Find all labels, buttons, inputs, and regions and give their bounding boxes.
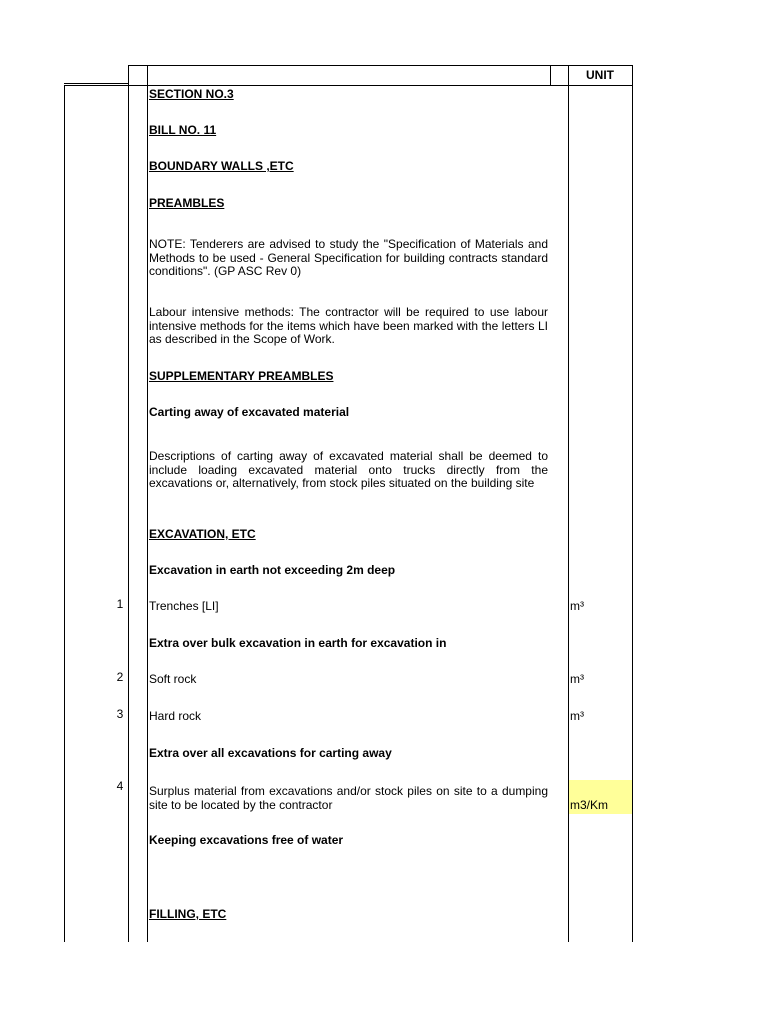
left-margin-line-short <box>64 83 128 84</box>
item-number: 4 <box>116 779 124 793</box>
item-description: Surplus material from excavations and/or stock piles on site to a dumping site to be located by the contractor <box>149 784 548 812</box>
item-number: 3 <box>116 707 124 721</box>
labour-paragraph: Labour intensive methods: The contractor will be required to use labour intensive methods for the items which have been marked with the letters LI as described in the Scope of Work. <box>149 305 548 346</box>
header-divider <box>550 65 551 85</box>
item-unit: m³ <box>570 672 584 686</box>
extra-all-subheading: Extra over all excavations for carting away <box>149 746 392 760</box>
keeping-water-subheading: Keeping excavations free of water <box>149 833 344 847</box>
item-number: 2 <box>116 670 124 684</box>
unit-column-header: UNIT <box>586 68 614 82</box>
note-paragraph: NOTE: Tenderers are advised to study the "Specification of Materials and Methods to be used - General Specification for building contracts standard conditions". (GP ASC Rev 0) <box>149 237 548 278</box>
excavation-earth-subheading: Excavation in earth not exceeding 2m deep <box>149 563 396 577</box>
preambles-heading: PREAMBLES <box>149 196 225 210</box>
bill-heading: BILL NO. 11 <box>149 123 217 137</box>
item-description: Hard rock <box>149 709 202 723</box>
number-column-border <box>128 65 129 942</box>
item-unit: m3/Km <box>570 798 609 812</box>
item-unit: m³ <box>570 709 584 723</box>
description-left-border <box>147 65 148 942</box>
left-outer-border <box>64 85 65 942</box>
excavation-heading: EXCAVATION, ETC <box>149 527 256 541</box>
title-heading: BOUNDARY WALLS ,ETC <box>149 159 294 173</box>
item-description: Trenches [LI] <box>149 599 219 613</box>
item-unit: m³ <box>570 599 584 613</box>
filling-heading: FILLING, ETC <box>149 907 227 921</box>
carting-subheading: Carting away of excavated material <box>149 405 350 419</box>
unit-column-right-border <box>632 65 633 942</box>
item-description: Soft rock <box>149 672 197 686</box>
carting-description: Descriptions of carting away of excavated material shall be deemed to include loading excavated material onto trucks directly from the excavations or, alternatively, from stock piles situated on the building site <box>149 449 548 490</box>
item-number: 1 <box>116 597 124 611</box>
header-bottom-border <box>64 85 633 86</box>
section-heading: SECTION NO.3 <box>149 87 234 101</box>
extra-bulk-subheading: Extra over bulk excavation in earth for excavation in <box>149 636 447 650</box>
top-border <box>128 65 633 66</box>
supplementary-heading: SUPPLEMENTARY PREAMBLES <box>149 369 334 383</box>
